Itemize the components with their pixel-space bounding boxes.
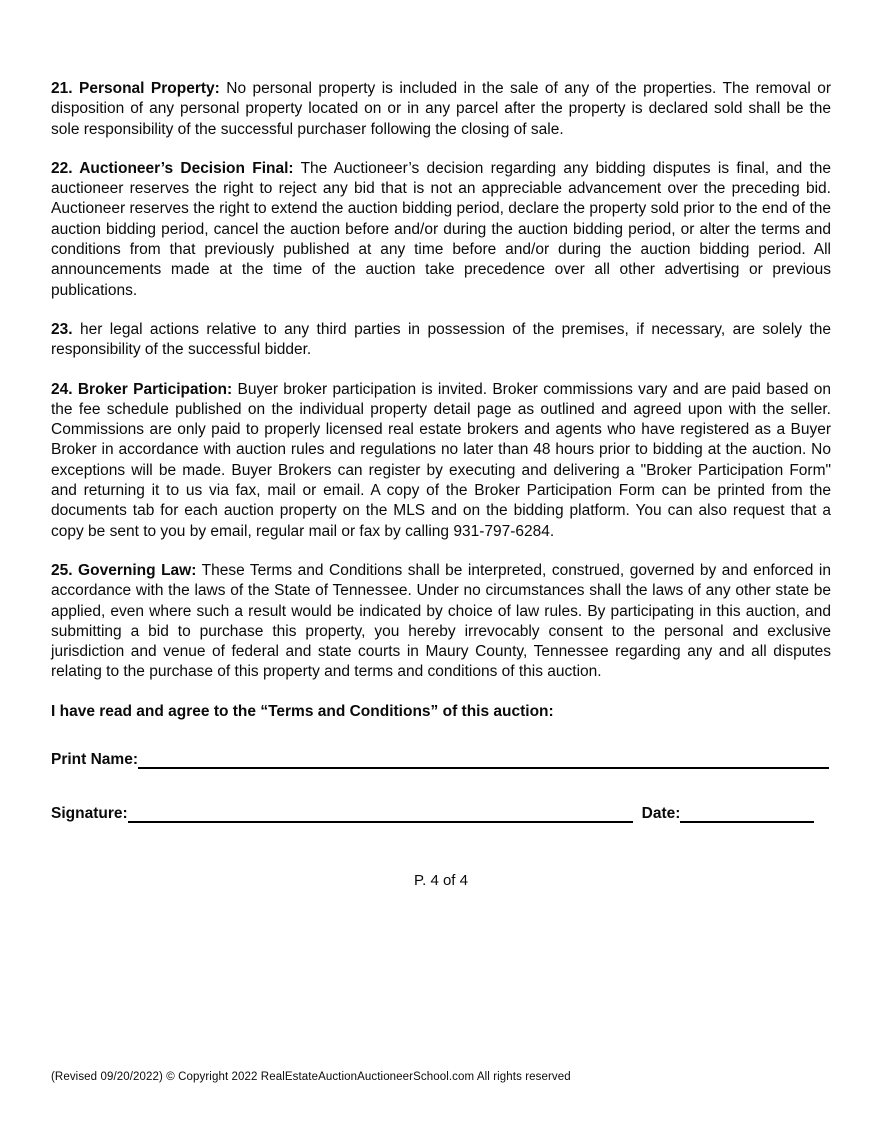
terms-paragraph-23 bbox=[51, 320, 831, 361]
page-number: P. 4 of 4 bbox=[414, 872, 468, 890]
terms-paragraph-24 bbox=[51, 380, 831, 542]
signature-row bbox=[51, 805, 831, 823]
paragraph-21-text: No personal property is included in the sale of any of the properties. The removal or disposition of any personal property located on or in any parcel after the property is declared sold shall be the sole responsibility of the successful purchaser following the closing of sale. bbox=[51, 80, 831, 138]
signature-label: Signature: bbox=[51, 805, 128, 823]
date-blank-line bbox=[680, 805, 814, 823]
paragraph-25-text: These Terms and Conditions shall be interpreted, construed, governed by and enforced in accordance with the laws of the State of Tennessee. Under no circumstances shall the laws of any other state be applied, even where such a result would be indicated by choice of law rules. By participating in this auction, and submitting a bid to purchase this property, you hereby irrevocably consent to the personal and exclusive jurisdiction and venue of federal and state courts in Maury County, Tennessee regarding any and all disputes relating to the purchase of this property and terms and conditions of this auction. bbox=[51, 561, 831, 681]
terms-paragraph-25 bbox=[51, 561, 831, 683]
paragraph-25-heading: 25. Governing Law: bbox=[51, 561, 197, 579]
footer-copyright: (Revised 09/20/2022) © Copyright 2022 RealEstateAuctionAuctioneerSchool.com All rights reserved bbox=[51, 1071, 571, 1083]
paragraph-24-heading: 24. Broker Participation: bbox=[51, 380, 233, 398]
paragraph-22-heading: 22. Auctioneer’s Decision Final: bbox=[51, 159, 294, 177]
terms-paragraph-21 bbox=[51, 79, 831, 140]
print-name-label: Print Name: bbox=[51, 751, 138, 769]
paragraph-22-text: The Auctioneer’s decision regarding any bidding disputes is final, and the auctioneer reserves the right to reject any bid that is not an appreciable advancement over the preceding bid. Auctioneer reserves the right to extend the auction bidding period, declare the property sold prior to the end of the auction bidding period, cancel the auction before and/or during the auction bidding period, or alter the terms and conditions from that previously published at any time before and/or during the auction bidding period. All announcements made at the time of the auction take precedence over all other advertising or previous publications. bbox=[51, 159, 832, 299]
print-name-row bbox=[51, 751, 831, 769]
document-content bbox=[51, 79, 831, 889]
paragraph-24-text: Buyer broker participation is invited. Broker commissions vary and are paid based on the fee schedule published on the individual property detail page as outlined and agreed upon with the seller. Commissions are only paid to properly licensed real estate brokers and agents who have registered as a Buyer Broker in accordance with auction rules and regulations no later than 48 hours prior to bidding at the auction. No exceptions will be made. Buyer Brokers can register by executing and delivering a "Broker Participation Form" and returning it to us via fax, mail or email. A copy of the Broker Participation Form can be printed from the documents tab for each auction property on the MLS and on the bidding platform. You can also request that a copy be sent to you by email, regular mail or fax by calling 931-797-6284. bbox=[51, 380, 832, 540]
terms-paragraph-22 bbox=[51, 159, 831, 301]
paragraph-21-heading: 21. Personal Property: bbox=[51, 80, 220, 97]
paragraph-23-text: her legal actions relative to any third parties in possession of the premises, if necessary, are solely the responsibility of the successful bidder. bbox=[51, 320, 831, 359]
signature-blank-line bbox=[128, 805, 633, 823]
agreement-statement: I have read and agree to the “Terms and Conditions” of this auction: bbox=[51, 702, 554, 720]
date-label: Date: bbox=[641, 805, 681, 823]
print-name-blank-line bbox=[138, 751, 829, 769]
paragraph-23-heading: 23. bbox=[51, 320, 73, 338]
